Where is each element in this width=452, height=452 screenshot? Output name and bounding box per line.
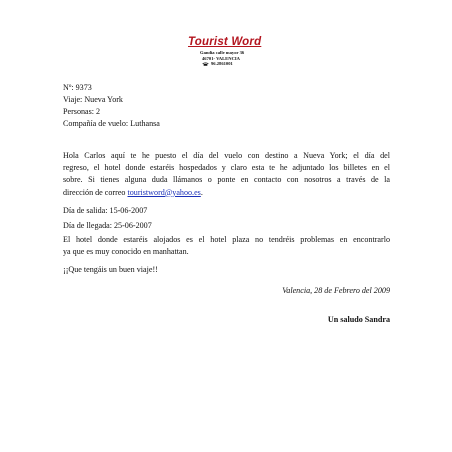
signature: Un saludo Sandra	[327, 315, 390, 324]
message-line: regreso, el hotel donde estaréis hospedados y claro esta te he adjuntado los billetes en el	[63, 163, 390, 173]
place-date: Valencia, 28 de Febrero del 2009	[282, 286, 390, 295]
phone-line	[202, 61, 280, 67]
arrival-date: Día de llegada: 25-06-2007	[63, 221, 152, 230]
message-paragraph	[63, 150, 390, 199]
booking-trip: Viaje: Nueva York	[63, 95, 123, 104]
hotel-line: ya que es muy conocido en manhattan.	[63, 247, 189, 257]
address-city: 46701- VALENCIA	[202, 55, 240, 61]
brand-name: Tourist Word	[188, 36, 262, 48]
message-line: sobre. Si tienes alguna duda llámanos o ponte en contacto con nosotros a través de la	[63, 175, 390, 185]
message-line: Hola Carlos aquí te he puesto el día del vuelo con destino a Nueva York; el día del	[63, 151, 390, 160]
hotel-line: El hotel donde estaréis alojados es el hotel plaza no tendréis problemas en encontrarlo	[63, 235, 390, 244]
email-prefix: dirección de correo	[63, 187, 128, 197]
letterhead	[188, 36, 280, 67]
phone-number: 96.2861001	[211, 61, 233, 67]
booking-airline: Compañía de vuelo: Luthansa	[63, 119, 160, 128]
booking-people: Personas: 2	[63, 107, 101, 116]
email-link[interactable]: touristword@yahoo.es	[127, 187, 201, 197]
farewell-wish: ¡¡Que tengáis un buen viaje!!	[63, 265, 158, 274]
hotel-paragraph	[63, 234, 390, 258]
address-street: Gandia calle mayor 36	[200, 50, 245, 55]
telephone-icon	[202, 62, 209, 66]
booking-number: Nº: 9373	[63, 83, 92, 92]
message-line	[63, 187, 390, 199]
email-suffix: .	[200, 187, 203, 197]
departure-date: Día de salida: 15-06-2007	[63, 206, 148, 215]
